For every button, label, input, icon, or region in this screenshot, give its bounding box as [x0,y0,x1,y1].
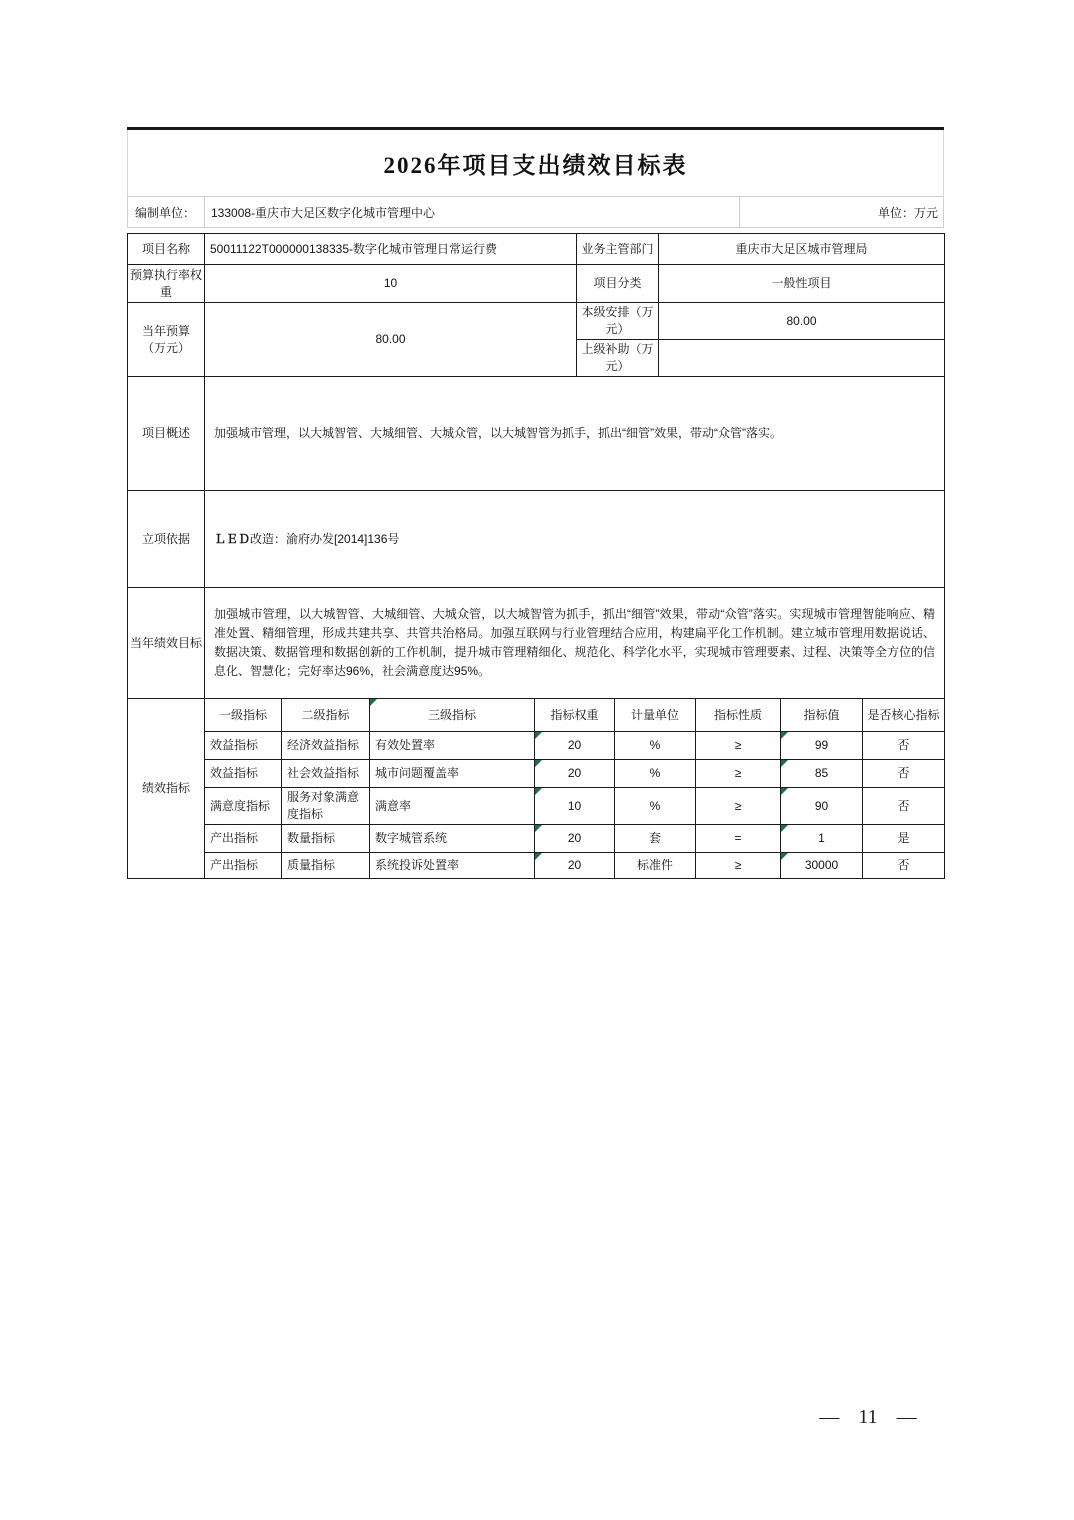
header-level2: 二级指标 [282,699,370,732]
indicator-unit: % [615,732,696,760]
indicator-l1: 效益指标 [205,732,282,760]
basis-prefix: ＬＥＤ [214,531,251,546]
header-unit: 计量单位 [615,699,696,732]
indicator-value-text: 85 [814,766,829,780]
indicator-core: 是 [863,825,945,853]
excel-flag-icon [781,825,788,832]
indicator-value [781,788,863,825]
excel-flag-icon [781,853,788,860]
indicator-nature: ≥ [696,853,781,879]
budget-rate-row [128,265,945,303]
annual-goal-row [128,588,945,699]
excel-flag-icon [535,853,542,860]
subsidy-label: 上级补助（万元） [577,340,659,377]
excel-flag-icon [781,760,788,767]
indicator-l3: 满意率 [370,788,535,825]
header-value: 指标值 [781,699,863,732]
project-info-table [127,233,945,699]
basis-label: 立项依据 [128,491,205,588]
indicator-unit: % [615,788,696,825]
excel-flag-icon [535,788,542,795]
indicator-unit: 标准件 [615,853,696,879]
subsidy-value [659,340,945,377]
budget-rate-value: 10 [205,265,577,303]
indicator-l2: 数量指标 [282,825,370,853]
year-budget-label-line1: 当年预算 [141,323,190,338]
indicator-value [781,760,863,788]
excel-flag-icon [535,825,542,832]
indicator-l3: 有效处置率 [370,732,535,760]
year-budget-label [128,303,205,377]
indicator-weight [535,825,615,853]
indicator-weight [535,760,615,788]
indicator-l2: 经济效益指标 [282,732,370,760]
currency-unit-note: 单位：万元 [877,205,938,220]
indicator-unit: 套 [615,825,696,853]
header-level1: 一级指标 [205,699,282,732]
indicator-weight [535,853,615,879]
indicator-core: 否 [863,788,945,825]
indicators-section-label: 绩效指标 [128,699,205,879]
indicator-weight-value: 20 [567,831,582,845]
indicator-value [781,732,863,760]
indicator-weight-value: 20 [567,766,582,780]
indicator-l3: 数字城管系统 [370,825,535,853]
indicator-weight-value: 10 [567,798,582,813]
indicator-weight-value: 20 [567,858,582,872]
indicator-weight [535,732,615,760]
header-core: 是否核心指标 [863,699,945,732]
indicator-l2: 社会效益指标 [282,760,370,788]
header-weight: 指标权重 [535,699,615,732]
excel-flag-icon [781,732,788,739]
category-value: 一般性项目 [659,265,945,303]
annual-goal-label: 当年绩效目标 [128,588,205,699]
indicator-unit: % [615,760,696,788]
local-arrangement-value: 80.00 [659,303,945,340]
indicator-value [781,825,863,853]
excel-flag-icon [781,788,788,795]
indicator-nature: ≥ [696,788,781,825]
project-name-label: 项目名称 [128,234,205,265]
year-budget-label-line2: （万元） [141,340,190,355]
indicator-value-text: 99 [814,738,829,752]
header-level3-label: 三级指标 [427,707,476,722]
indicator-l2: 质量指标 [282,853,370,879]
excel-flag-icon [535,732,542,739]
year-budget-value: 80.00 [205,303,577,377]
prepared-by-row [127,196,944,228]
indicator-value-text: 30000 [804,858,839,872]
indicator-weight [535,788,615,825]
basis-row [128,491,945,588]
category-label: 项目分类 [577,265,659,303]
indicator-core: 否 [863,760,945,788]
indicator-l2: 服务对象满意度指标 [282,788,370,825]
indicator-row [128,760,945,788]
dept-label: 业务主管部门 [577,234,659,265]
dept-value: 重庆市大足区城市管理局 [659,234,945,265]
indicator-l3: 城市问题覆盖率 [370,760,535,788]
year-budget-row [128,303,945,340]
local-arrangement-label: 本级安排（万元） [577,303,659,340]
indicator-core: 否 [863,732,945,760]
title-block [127,130,944,196]
excel-flag-icon [535,760,542,767]
header-nature: 指标性质 [696,699,781,732]
indicator-l1: 满意度指标 [205,788,282,825]
indicator-row [128,732,945,760]
overview-row [128,377,945,491]
indicator-core: 否 [863,853,945,879]
header-level3 [370,699,535,732]
excel-flag-icon [370,699,377,706]
indicator-row [128,788,945,825]
indicator-row [128,825,945,853]
basis-rest: 改造：渝府办发[2014]136号 [250,531,400,546]
project-name-row [128,234,945,265]
indicator-nature: ≥ [696,732,781,760]
indicator-nature: = [696,825,781,853]
indicators-header-row [128,699,945,732]
budget-rate-label: 预算执行率权重 [128,265,205,303]
indicator-nature: ≥ [696,760,781,788]
basis-text [205,491,945,588]
indicator-l3: 系统投诉处置率 [370,853,535,879]
overview-label: 项目概述 [128,377,205,491]
project-name-value: 50011122T000000138335-数字化城市管理日常运行费 [205,234,577,265]
indicator-l1: 产出指标 [205,825,282,853]
prepared-by-value: 133008-重庆市大足区数字化城市管理中心 [205,197,740,227]
indicator-weight-value: 20 [567,738,582,752]
prepared-by-label: 编制单位： [128,197,205,227]
indicator-row [128,853,945,879]
indicator-value-text: 1 [818,831,825,845]
page-number: — 11 — [819,1406,917,1428]
indicator-l1: 产出指标 [205,853,282,879]
indicator-value-text: 90 [814,798,829,813]
indicator-value [781,853,863,879]
indicator-l1: 效益指标 [205,760,282,788]
performance-indicators-table [127,698,945,879]
annual-goal-text: 加强城市管理，以大城智管、大城细管、大城众管，以大城智管为抓手，抓出“细管”效果，带动“众管”落实。实现城市管理智能响应、精准处置、精细管理，形成共建共享、共管共治格局。加强互联网与行业管理结合应用，构建扁平化工作机制。建立城市管理用数据说话、数据决策、数据管理和数据创新的工作机制，提升城市管理精细化、规范化、科学化水平，实现城市管理要素、过程、决策等全方位的信息化、智慧化；完好率达96%，社会满意度达95%。 [205,588,945,699]
overview-text: 加强城市管理，以大城智管、大城细管、大城众管，以大城智管为抓手，抓出“细管”效果，带动“众管”落实。 [205,377,945,491]
page-title: 2026年项目支出绩效目标表 [383,152,688,178]
report-sheet [127,127,944,879]
